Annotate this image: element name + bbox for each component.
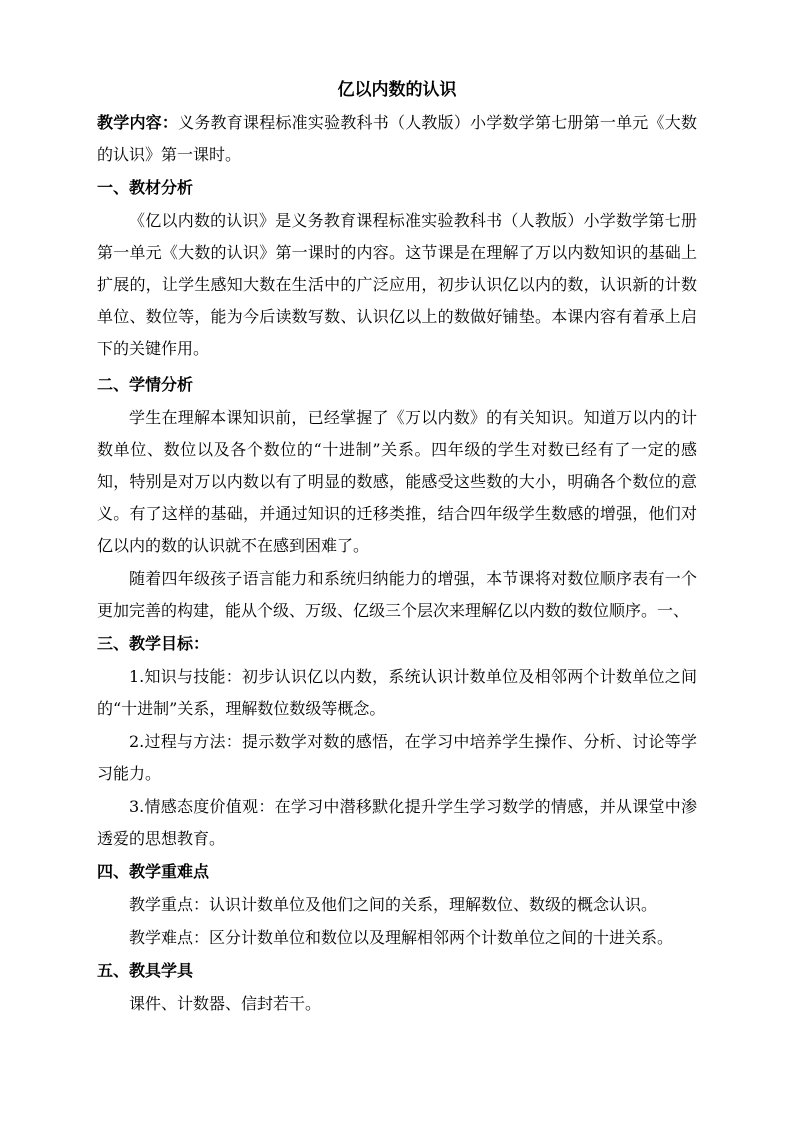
document-page: [97, 74, 697, 1021]
teaching-aids-paragraph: 课件、计数器、信封若干。: [129, 994, 322, 1013]
student-analysis-paragraph-1: 学生在理解本课知识前，已经掌握了《万以内数》的有关知识。知道万以内的计数单位、数位以及各个数位的“十进制”关系。四年级的学生对数已经有了一定的感知，特别是对万以内数以有了明显的数感，能感受这些数的大小，明确各个数位的意义。有了这样的基础，并通过知识的迁移类推，结合四年级学生数感的增强，他们对亿以内的数的认识就不在感到困难了。: [97, 408, 697, 555]
textbook-analysis-paragraph: 《亿以内数的认识》是义务教育课程标准实验教科书（人教版）小学数学第七册第一单元《大数的认识》第一课时的内容。这节课是在理解了万以内数知识的基础上扩展的，让学生感知大数在生活中的广泛应用，初步认识亿以内的数，认识新的计数单位、数位等，能为今后读数写数、认识亿以上的数做好铺垫。本课内容有着承上启下的关键作用。: [97, 211, 697, 358]
teaching-goal-process: 2.过程与方法：提示数学对数的感悟，在学习中培养学生操作、分析、讨论等学习能力。: [97, 732, 697, 783]
teaching-content-label: 教学内容：: [97, 113, 179, 132]
key-point-difficulty: 教学难点：区分计数单位和数位以及理解相邻两个计数单位之间的十进关系。: [129, 928, 674, 947]
section-heading-key-points: 四、教学重难点: [97, 862, 210, 881]
teaching-goal-emotion: 3.情感态度价值观：在学习中潜移默化提升学生学习数学的情感，并从课堂中渗透爱的思想教育。: [97, 797, 697, 848]
section-heading-textbook-analysis: 一、教材分析: [97, 178, 194, 197]
teaching-goal-knowledge: 1.知识与技能：初步认识亿以内数，系统认识计数单位及相邻两个计数单位之间的“十进制”关系，理解数位数级等概念。: [97, 667, 697, 718]
section-heading-student-analysis: 二、学情分析: [97, 375, 194, 394]
teaching-content-paragraph: [97, 107, 697, 171]
student-analysis-paragraph-2: 随着四年级孩子语言能力和系统归纳能力的增强，本节课将对数位顺序表有一个更加完善的构建，能从个级、万级、亿级三个层次来理解亿以内数的数位顺序。一、: [97, 569, 697, 620]
document-title: 亿以内数的认识: [337, 80, 457, 100]
teaching-content-text: 义务教育课程标准实验教科书（人教版）小学数学第七册第一单元《大数的认识》第一课时。: [97, 113, 697, 164]
key-point-focus: 教学重点：认识计数单位及他们之间的关系，理解数位、数级的概念认识。: [129, 895, 658, 914]
section-heading-teaching-aids: 五、教具学具: [97, 961, 194, 980]
section-heading-teaching-goals: 三、教学目标：: [97, 634, 210, 653]
